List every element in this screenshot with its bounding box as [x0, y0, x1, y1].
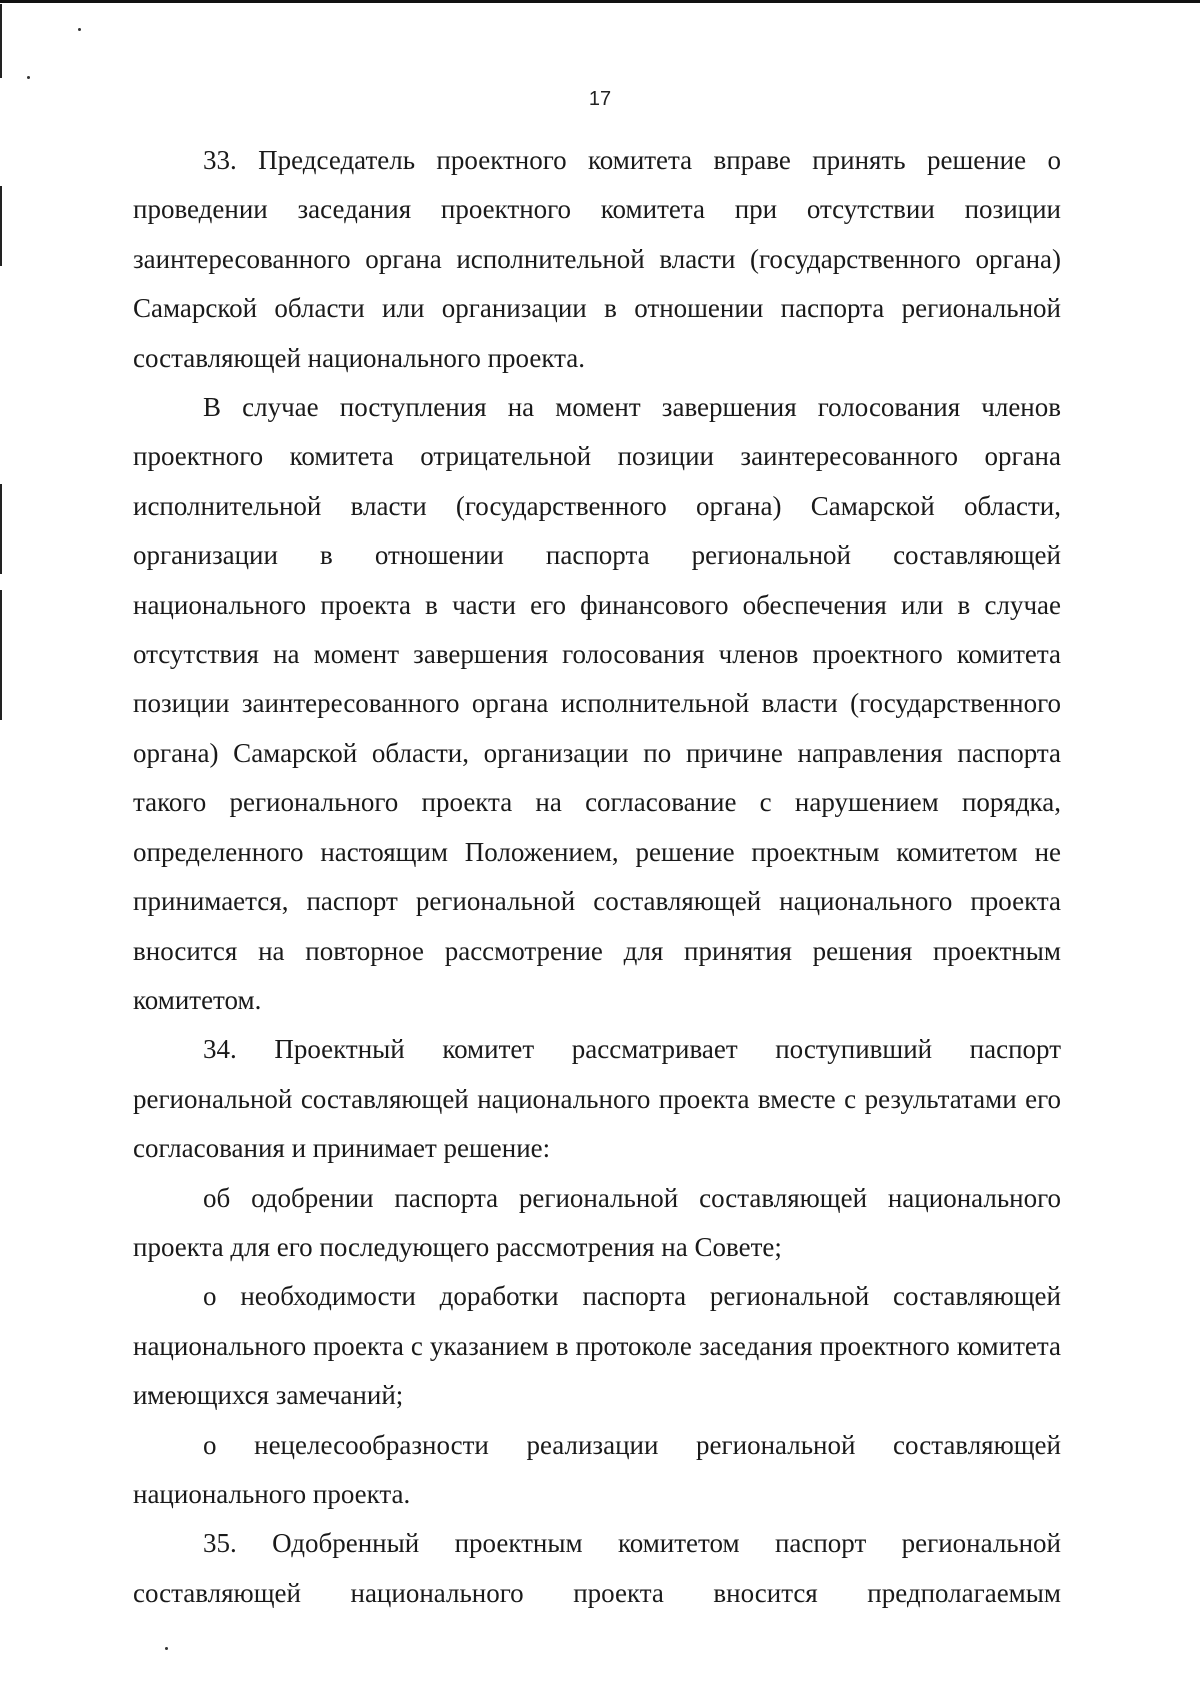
top-scan-border: [0, 0, 1200, 3]
paragraph-34-option-reject: о нецелесообразности реализации региональной составляющей национального проекта.: [133, 1429, 1061, 1509]
left-scan-mark: [0, 484, 2, 574]
page-number: 17: [588, 88, 612, 110]
paragraph-34-option-revise: о необходимости доработки паспорта региональной составляющей национального проекта с указанием в протоколе заседания проектного комитета имеющихся замечаний;: [133, 1281, 1061, 1411]
scan-speck: [27, 76, 30, 79]
paragraph-33-continuation: В случае поступления на момент завершения голосования членов проектного комитета отрицательной позиции заинтересованного органа исполнительной власти (государственного органа) Самарской области, организации в отношении паспорта региональной составляющей национального проекта в части его финансового обеспечения или в случае отсутствия на момент завершения голосования членов проектного комитета позиции заинтересованного органа исполнительной власти (государственного органа) Самарской области, организации по причине направления паспорта такого регионального проекта на согласование с нарушением порядка, определенного настоящим Положением, решение проектным комитетом не принимается, паспорт региональной составляющей национального проекта вносится на повторное рассмотрение для принятия решения проектным комитетом.: [133, 392, 1061, 1015]
document-body: [133, 136, 1061, 1618]
left-scan-mark: [0, 186, 2, 266]
scan-speck: [78, 28, 81, 31]
scan-speck: [165, 1647, 168, 1650]
paragraph-34: 34. Проектный комитет рассматривает поступивший паспорт региональной составляющей национального проекта вместе с результатами его согласования и принимает решение:: [133, 1034, 1061, 1164]
paragraph-33: 33. Председатель проектного комитета вправе принять решение о проведении заседания проектного комитета при отсутствии позиции заинтересованного органа исполнительной власти (государственного органа) Самарской области или организации в отношении паспорта региональной составляющей национального проекта.: [133, 145, 1061, 373]
left-scan-mark: [0, 590, 2, 720]
paragraph-34-option-approve: об одобрении паспорта региональной составляющей национального проекта для его последующего рассмотрения на Совете;: [133, 1182, 1061, 1262]
left-scan-mark: [0, 4, 2, 78]
paragraph-35: 35. Одобренный проектным комитетом паспорт региональной составляющей национального проекта вносится предполагаемым: [133, 1528, 1061, 1608]
